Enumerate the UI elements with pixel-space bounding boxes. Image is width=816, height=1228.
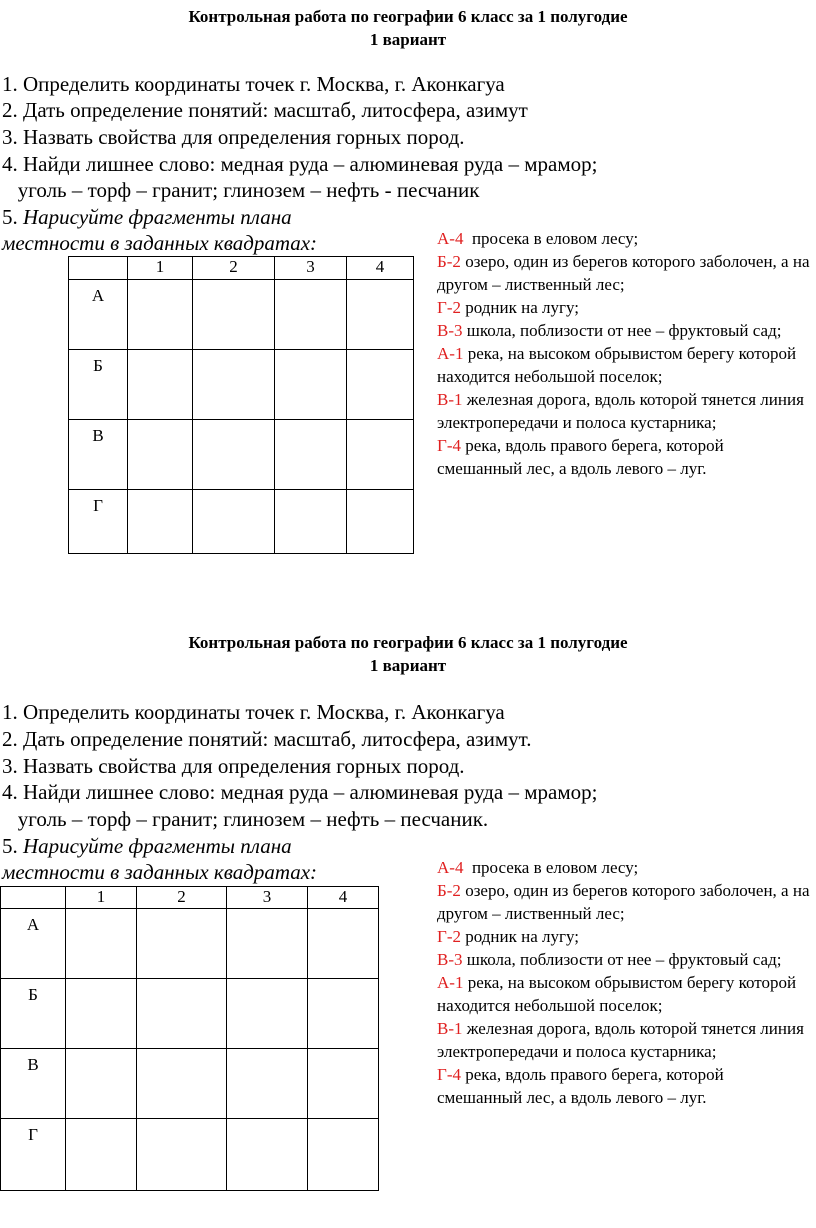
question-5-number: 5. [2,205,23,229]
page-title [0,631,816,677]
square-code: А-4 [437,858,464,877]
grid-cell [347,420,414,490]
legend-item: Г-4 река, вдоль правого берега, которой смешанный лес, а вдоль левого – луг. [437,436,724,478]
legend-item: А-4 просека в еловом лесу; [437,858,639,877]
grid-cell [193,280,275,350]
question-4: 4. Найди лишнее слово: медная руда – алюминевая руда – мрамор; [2,152,598,176]
legend-item: Б-2 озеро, один из берегов которого заболочен, а на другом – лиственный лес; [437,881,810,923]
grid-row-header: А [69,280,128,350]
grid-row-header: А [1,909,66,979]
legend-item: В-1 железная дорога, вдоль которой тянется линия электропередачи и полоса кустарника; [437,390,804,432]
square-code: Г-4 [437,1065,461,1084]
square-code: В-1 [437,390,463,409]
grid-row-header: Г [1,1119,66,1191]
question-4: 4. Найди лишнее слово: медная руда – алюминевая руда – мрамор; [2,780,598,804]
question-5-number: 5. [2,834,23,858]
question-5-text: Нарисуйте фрагменты плана [23,834,292,858]
grid-cell [308,1049,379,1119]
question-4-continued: уголь – торф – гранит; глинозем – нефть – песчаник. [2,807,489,831]
grid-corner [1,887,66,909]
legend-item: Г-2 родник на лугу; [437,298,579,317]
grid-cell [275,280,347,350]
grid-cell [137,1049,227,1119]
legend-item: А-1 река, на высоком обрывистом берегу которой находится небольшой поселок; [437,973,797,1015]
grid-col-header: 4 [347,257,414,280]
grid-cell [275,350,347,420]
question-5 [2,204,292,230]
legend-item: В-1 железная дорога, вдоль которой тянется линия электропередачи и полоса кустарника; [437,1019,804,1061]
square-code: В-3 [437,321,463,340]
question-5-text: Нарисуйте фрагменты плана [23,205,292,229]
legend-item: А-1 река, на высоком обрывистом берегу которой находится небольшой поселок; [437,344,797,386]
grid-row-header: В [69,420,128,490]
grid-cell [66,979,137,1049]
grid-cell [66,1049,137,1119]
question-3: 3. Назвать свойства для определения горных пород. [2,125,465,149]
question-3: 3. Назвать свойства для определения горных пород. [2,754,465,778]
grid-row-header: В [1,1049,66,1119]
grid-cell [275,420,347,490]
square-code: Б-2 [437,252,461,271]
grid-cell [347,280,414,350]
grid-cell [308,909,379,979]
square-code: А-4 [437,229,464,248]
test-variant-2 [0,628,816,1228]
question-2: 2. Дать определение понятий: масштаб, литосфера, азимут. [2,727,532,751]
legend-item: В-3 школа, поблизости от нее – фруктовый сад; [437,950,782,969]
grid-cell [347,490,414,554]
grid-cell [227,1119,308,1191]
question-1: 1. Определить координаты точек г. Москва, г. Аконкагуа [2,72,505,96]
grid-row-header: Г [69,490,128,554]
grid-cell [193,420,275,490]
grid-cell [227,909,308,979]
grid-cell [227,1049,308,1119]
square-code: Г-2 [437,298,461,317]
question-5-continued: местности в заданных квадратах: [2,860,318,884]
title-line-1: Контрольная работа по географии 6 класс за 1 полугодие [188,7,628,26]
grid-cell [66,1119,137,1191]
grid-row-header: Б [69,350,128,420]
grid-cell [128,350,193,420]
task-legend [437,227,816,480]
grid-cell [275,490,347,554]
grid-row-header: Б [1,979,66,1049]
task-legend [437,856,816,1109]
grid-cell [193,350,275,420]
square-code: В-1 [437,1019,463,1038]
legend-item: А-4 просека в еловом лесу; [437,229,639,248]
grid-col-header: 1 [66,887,137,909]
question-5 [2,833,292,859]
question-4-continued: уголь – торф – гранит; глинозем – нефть - песчаник [2,178,480,202]
square-code: А-1 [437,344,464,363]
grid-col-header: 4 [308,887,379,909]
title-line-1: Контрольная работа по географии 6 класс за 1 полугодие [188,633,628,652]
square-code: Г-4 [437,436,461,455]
map-grid [68,256,414,554]
grid-cell [308,1119,379,1191]
question-5-continued: местности в заданных квадратах: [2,231,318,255]
grid-cell [137,909,227,979]
grid-cell [193,490,275,554]
title-line-2: 1 вариант [369,656,447,675]
grid-cell [227,979,308,1049]
question-2: 2. Дать определение понятий: масштаб, литосфера, азимут [2,98,528,122]
grid-corner [69,257,128,280]
grid-cell [66,909,137,979]
grid-cell [128,490,193,554]
grid-cell [347,350,414,420]
square-code: А-1 [437,973,464,992]
legend-item: Г-2 родник на лугу; [437,927,579,946]
grid-cell [128,420,193,490]
legend-item: Б-2 озеро, один из берегов которого заболочен, а на другом – лиственный лес; [437,252,810,294]
page-title [0,5,816,51]
grid-cell [308,979,379,1049]
square-code: Г-2 [437,927,461,946]
grid-col-header: 2 [137,887,227,909]
grid-cell [137,979,227,1049]
grid-cell [128,280,193,350]
title-line-2: 1 вариант [369,30,447,49]
legend-item: Г-4 река, вдоль правого берега, которой смешанный лес, а вдоль левого – луг. [437,1065,724,1107]
map-grid [0,886,379,1191]
grid-col-header: 3 [275,257,347,280]
grid-col-header: 2 [193,257,275,280]
square-code: В-3 [437,950,463,969]
grid-col-header: 3 [227,887,308,909]
legend-item: В-3 школа, поблизости от нее – фруктовый сад; [437,321,782,340]
question-1: 1. Определить координаты точек г. Москва, г. Аконкагуа [2,700,505,724]
square-code: Б-2 [437,881,461,900]
grid-cell [137,1119,227,1191]
grid-col-header: 1 [128,257,193,280]
test-variant-1 [0,0,816,600]
